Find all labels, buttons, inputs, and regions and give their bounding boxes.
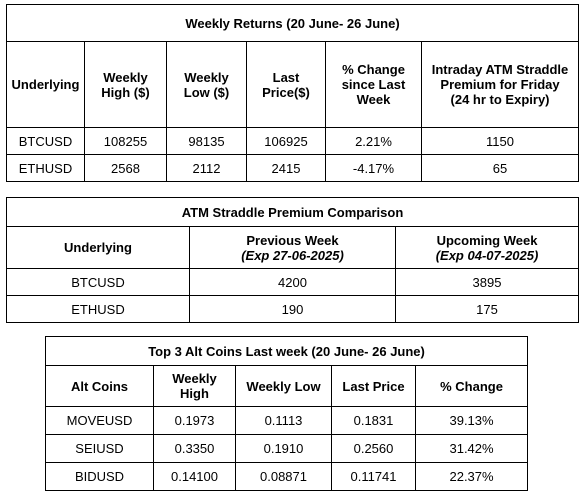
cell: -4.17% <box>326 155 422 182</box>
cell: 2415 <box>247 155 326 182</box>
cell: 65 <box>422 155 579 182</box>
cell: 2.21% <box>326 128 422 155</box>
table-row <box>46 407 528 435</box>
table-row <box>46 463 528 491</box>
header-pct-change: % Change <box>416 366 528 407</box>
table-row <box>7 155 579 182</box>
table-row <box>7 128 579 155</box>
cell: 175 <box>396 296 579 323</box>
header-underlying: Underlying <box>7 227 190 269</box>
cell: 22.37% <box>416 463 528 491</box>
cell: 2568 <box>85 155 167 182</box>
previous-week-label: Previous Week <box>246 232 339 248</box>
cell: 31.42% <box>416 435 528 463</box>
header-weekly-low: Weekly Low <box>236 366 332 407</box>
header-alt-coins: Alt Coins <box>46 366 154 407</box>
cell: ETHUSD <box>7 296 190 323</box>
straddle-comparison-table <box>6 197 579 323</box>
table-row <box>7 269 579 296</box>
cell: SEIUSD <box>46 435 154 463</box>
weekly-returns-table <box>6 4 579 182</box>
cell: 108255 <box>85 128 167 155</box>
table-row <box>46 435 528 463</box>
header-weekly-high: Weekly High <box>154 366 236 407</box>
cell: 190 <box>190 296 396 323</box>
header-underlying: Underlying <box>7 42 85 128</box>
cell: 2112 <box>167 155 247 182</box>
header-weekly-low: Weekly Low ($) <box>167 42 247 128</box>
cell: 0.1113 <box>236 407 332 435</box>
cell: BTCUSD <box>7 269 190 296</box>
upcoming-week-expiry: (Exp 04-07-2025) <box>435 247 539 263</box>
header-last-price: Last Price <box>332 366 416 407</box>
cell: ETHUSD <box>7 155 85 182</box>
cell: 0.14100 <box>154 463 236 491</box>
header-pct-change: % Change since Last Week <box>326 42 422 128</box>
upcoming-week-label: Upcoming Week <box>436 232 538 248</box>
cell: 0.1973 <box>154 407 236 435</box>
cell: 98135 <box>167 128 247 155</box>
weekly-returns-title: Weekly Returns (20 June- 26 June) <box>7 5 579 42</box>
cell: 0.2560 <box>332 435 416 463</box>
cell: MOVEUSD <box>46 407 154 435</box>
cell: 0.3350 <box>154 435 236 463</box>
cell: 0.11741 <box>332 463 416 491</box>
header-straddle-premium: Intraday ATM Straddle Premium for Friday (24 hr to Expiry) <box>422 42 579 128</box>
table-row <box>7 296 579 323</box>
cell: BIDUSD <box>46 463 154 491</box>
cell: BTCUSD <box>7 128 85 155</box>
header-previous-week <box>190 227 396 269</box>
cell: 4200 <box>190 269 396 296</box>
header-weekly-high: Weekly High ($) <box>85 42 167 128</box>
cell: 106925 <box>247 128 326 155</box>
header-last-price: Last Price($) <box>247 42 326 128</box>
top-alt-coins-table <box>45 336 528 491</box>
cell: 0.08871 <box>236 463 332 491</box>
cell: 0.1910 <box>236 435 332 463</box>
header-upcoming-week <box>396 227 579 269</box>
cell: 1150 <box>422 128 579 155</box>
previous-week-expiry: (Exp 27-06-2025) <box>241 247 344 263</box>
straddle-comparison-title: ATM Straddle Premium Comparison <box>7 198 579 227</box>
cell: 3895 <box>396 269 579 296</box>
top-alt-coins-title: Top 3 Alt Coins Last week (20 June- 26 June) <box>46 337 528 366</box>
cell: 0.1831 <box>332 407 416 435</box>
cell: 39.13% <box>416 407 528 435</box>
